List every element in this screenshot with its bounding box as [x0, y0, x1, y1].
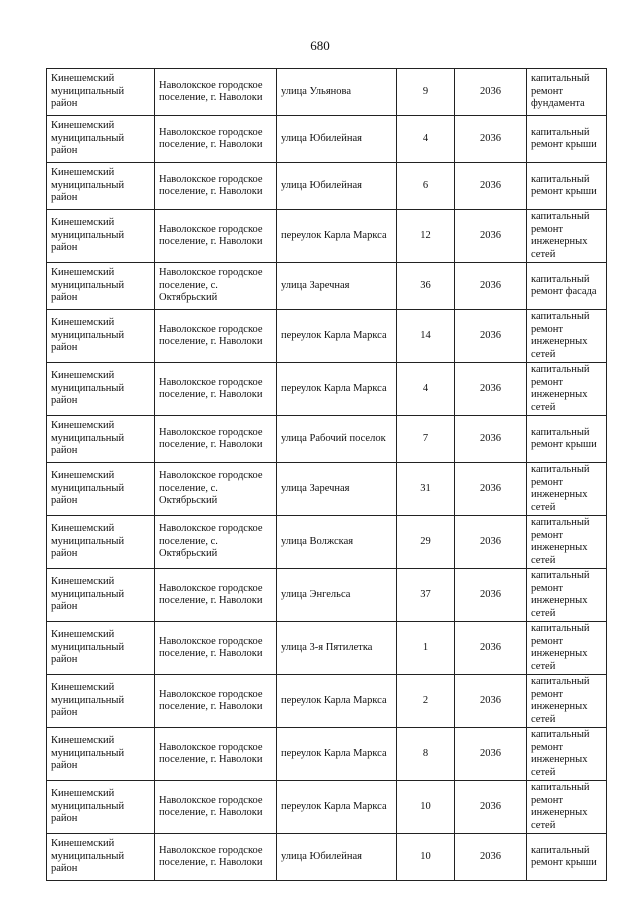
- table-row: [47, 834, 607, 881]
- year-cell: 2036: [455, 363, 527, 416]
- table-row: [47, 363, 607, 416]
- settlement-cell: Наволокское городское поселение, г. Наволоки: [155, 210, 277, 263]
- table-row: [47, 622, 607, 675]
- street-cell: улица Волжская: [277, 516, 397, 569]
- street-cell: улица Энгельса: [277, 569, 397, 622]
- year-cell: 2036: [455, 569, 527, 622]
- settlement-cell: Наволокское городское поселение, г. Наволоки: [155, 569, 277, 622]
- table-row: [47, 263, 607, 310]
- settlement-cell: Наволокское городское поселение, г. Наволоки: [155, 69, 277, 116]
- work-type-cell: капитальный ремонт инженерных сетей: [527, 210, 607, 263]
- year-cell: 2036: [455, 210, 527, 263]
- page-number: 680: [310, 38, 330, 53]
- work-type-cell: капитальный ремонт инженерных сетей: [527, 622, 607, 675]
- work-type-cell: капитальный ремонт инженерных сетей: [527, 569, 607, 622]
- year-cell: 2036: [455, 163, 527, 210]
- house-number-cell: 31: [397, 463, 455, 516]
- settlement-cell: Наволокское городское поселение, с. Октябрьский: [155, 263, 277, 310]
- year-cell: 2036: [455, 310, 527, 363]
- street-cell: улица Рабочий поселок: [277, 416, 397, 463]
- street-cell: улица Ульянова: [277, 69, 397, 116]
- year-cell: 2036: [455, 728, 527, 781]
- district-cell: Кинешемский муниципальный район: [47, 569, 155, 622]
- year-cell: 2036: [455, 463, 527, 516]
- street-cell: переулок Карла Маркса: [277, 310, 397, 363]
- district-cell: Кинешемский муниципальный район: [47, 781, 155, 834]
- district-cell: Кинешемский муниципальный район: [47, 622, 155, 675]
- work-type-cell: капитальный ремонт фасада: [527, 263, 607, 310]
- work-type-cell: капитальный ремонт инженерных сетей: [527, 781, 607, 834]
- work-type-cell: капитальный ремонт инженерных сетей: [527, 728, 607, 781]
- house-number-cell: 6: [397, 163, 455, 210]
- settlement-cell: Наволокское городское поселение, г. Наволоки: [155, 728, 277, 781]
- district-cell: Кинешемский муниципальный район: [47, 310, 155, 363]
- district-cell: Кинешемский муниципальный район: [47, 463, 155, 516]
- house-number-cell: 29: [397, 516, 455, 569]
- housing-repair-table: [46, 68, 607, 881]
- district-cell: Кинешемский муниципальный район: [47, 516, 155, 569]
- work-type-cell: капитальный ремонт инженерных сетей: [527, 310, 607, 363]
- settlement-cell: Наволокское городское поселение, г. Наволоки: [155, 310, 277, 363]
- settlement-cell: Наволокское городское поселение, г. Наволоки: [155, 163, 277, 210]
- district-cell: Кинешемский муниципальный район: [47, 728, 155, 781]
- work-type-cell: капитальный ремонт инженерных сетей: [527, 516, 607, 569]
- district-cell: Кинешемский муниципальный район: [47, 675, 155, 728]
- year-cell: 2036: [455, 834, 527, 881]
- house-number-cell: 37: [397, 569, 455, 622]
- district-cell: Кинешемский муниципальный район: [47, 69, 155, 116]
- house-number-cell: 10: [397, 834, 455, 881]
- district-cell: Кинешемский муниципальный район: [47, 834, 155, 881]
- table-row: [47, 163, 607, 210]
- district-cell: Кинешемский муниципальный район: [47, 363, 155, 416]
- house-number-cell: 10: [397, 781, 455, 834]
- table-row: [47, 675, 607, 728]
- settlement-cell: Наволокское городское поселение, г. Наволоки: [155, 116, 277, 163]
- settlement-cell: Наволокское городское поселение, г. Наволоки: [155, 781, 277, 834]
- table-row: [47, 463, 607, 516]
- settlement-cell: Наволокское городское поселение, с. Октябрьский: [155, 516, 277, 569]
- district-cell: Кинешемский муниципальный район: [47, 263, 155, 310]
- table-row: [47, 781, 607, 834]
- house-number-cell: 9: [397, 69, 455, 116]
- table-row: [47, 569, 607, 622]
- table-row: [47, 116, 607, 163]
- street-cell: улица Юбилейная: [277, 834, 397, 881]
- house-number-cell: 8: [397, 728, 455, 781]
- table-row: [47, 310, 607, 363]
- work-type-cell: капитальный ремонт крыши: [527, 416, 607, 463]
- settlement-cell: Наволокское городское поселение, с. Октябрьский: [155, 463, 277, 516]
- year-cell: 2036: [455, 416, 527, 463]
- year-cell: 2036: [455, 622, 527, 675]
- house-number-cell: 12: [397, 210, 455, 263]
- work-type-cell: капитальный ремонт инженерных сетей: [527, 363, 607, 416]
- district-cell: Кинешемский муниципальный район: [47, 163, 155, 210]
- settlement-cell: Наволокское городское поселение, г. Наволоки: [155, 416, 277, 463]
- work-type-cell: капитальный ремонт крыши: [527, 834, 607, 881]
- house-number-cell: 36: [397, 263, 455, 310]
- street-cell: улица Заречная: [277, 463, 397, 516]
- settlement-cell: Наволокское городское поселение, г. Наволоки: [155, 675, 277, 728]
- work-type-cell: капитальный ремонт крыши: [527, 116, 607, 163]
- year-cell: 2036: [455, 675, 527, 728]
- street-cell: улица 3-я Пятилетка: [277, 622, 397, 675]
- table-row: [47, 516, 607, 569]
- house-number-cell: 4: [397, 116, 455, 163]
- settlement-cell: Наволокское городское поселение, г. Наволоки: [155, 363, 277, 416]
- work-type-cell: капитальный ремонт инженерных сетей: [527, 675, 607, 728]
- street-cell: переулок Карла Маркса: [277, 210, 397, 263]
- table-row: [47, 728, 607, 781]
- table-row: [47, 416, 607, 463]
- work-type-cell: капитальный ремонт крыши: [527, 163, 607, 210]
- table-row: [47, 210, 607, 263]
- district-cell: Кинешемский муниципальный район: [47, 210, 155, 263]
- settlement-cell: Наволокское городское поселение, г. Наволоки: [155, 622, 277, 675]
- year-cell: 2036: [455, 781, 527, 834]
- year-cell: 2036: [455, 69, 527, 116]
- house-number-cell: 7: [397, 416, 455, 463]
- year-cell: 2036: [455, 516, 527, 569]
- street-cell: улица Юбилейная: [277, 116, 397, 163]
- table-body: [47, 69, 607, 881]
- house-number-cell: 4: [397, 363, 455, 416]
- settlement-cell: Наволокское городское поселение, г. Наволоки: [155, 834, 277, 881]
- year-cell: 2036: [455, 263, 527, 310]
- street-cell: улица Заречная: [277, 263, 397, 310]
- street-cell: переулок Карла Маркса: [277, 781, 397, 834]
- work-type-cell: капитальный ремонт фундамента: [527, 69, 607, 116]
- district-cell: Кинешемский муниципальный район: [47, 416, 155, 463]
- house-number-cell: 14: [397, 310, 455, 363]
- house-number-cell: 2: [397, 675, 455, 728]
- year-cell: 2036: [455, 116, 527, 163]
- district-cell: Кинешемский муниципальный район: [47, 116, 155, 163]
- street-cell: переулок Карла Маркса: [277, 675, 397, 728]
- work-type-cell: капитальный ремонт инженерных сетей: [527, 463, 607, 516]
- street-cell: улица Юбилейная: [277, 163, 397, 210]
- table-row: [47, 69, 607, 116]
- street-cell: переулок Карла Маркса: [277, 728, 397, 781]
- street-cell: переулок Карла Маркса: [277, 363, 397, 416]
- house-number-cell: 1: [397, 622, 455, 675]
